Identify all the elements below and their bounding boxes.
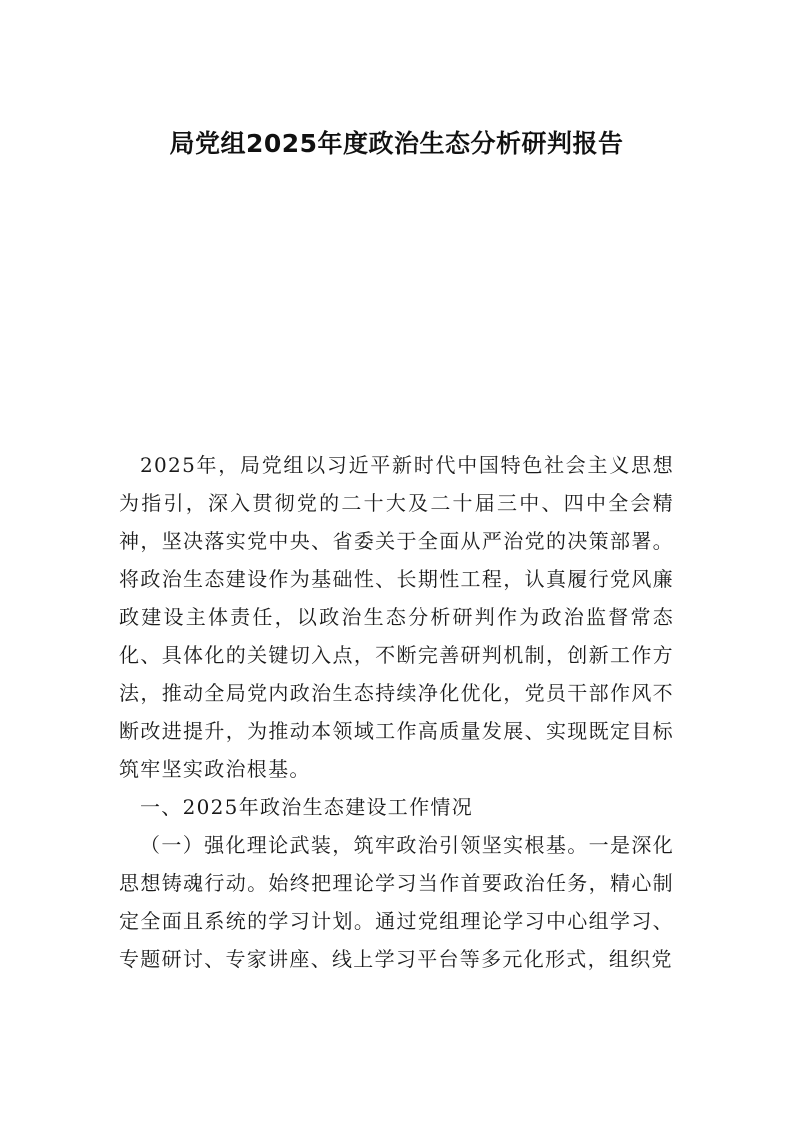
document-title: 局党组2025年度政治生态分析研判报告 bbox=[169, 129, 624, 158]
intro-paragraph: 2025年，局党组以习近平新时代中国特色社会主义思想为指引，深入贯彻党的二十大及二十届三中、四中全会精神，坚决落实党中央、省委关于全面从严治党的决策部署。将政治生态建设作为基础性、长期性工程，认真履行党风廉政建设主体责任，以政治生态分析研判作为政治监督常态化、具体化的关键切入点，不断完善研判机制，创新工作方法，推动全局党内政治生态持续净化优化，党员干部作风不断改进提升，为推动本领域工作高质量发展、实现既定目标筑牢坚实政治根基。 bbox=[119, 453, 674, 781]
section-heading: 一、2025年政治生态建设工作情况 bbox=[140, 795, 473, 819]
document-body bbox=[119, 446, 674, 978]
subsection-paragraph: （一）强化理论武装，筑牢政治引领坚实根基。一是深化思想铸魂行动。始终把理论学习当作首要政治任务，精心制定全面且系统的学习计划。通过党组理论学习中心组学习、专题研讨、专家讲座、线上学习平台等多元化形式，组织党 bbox=[119, 833, 674, 971]
